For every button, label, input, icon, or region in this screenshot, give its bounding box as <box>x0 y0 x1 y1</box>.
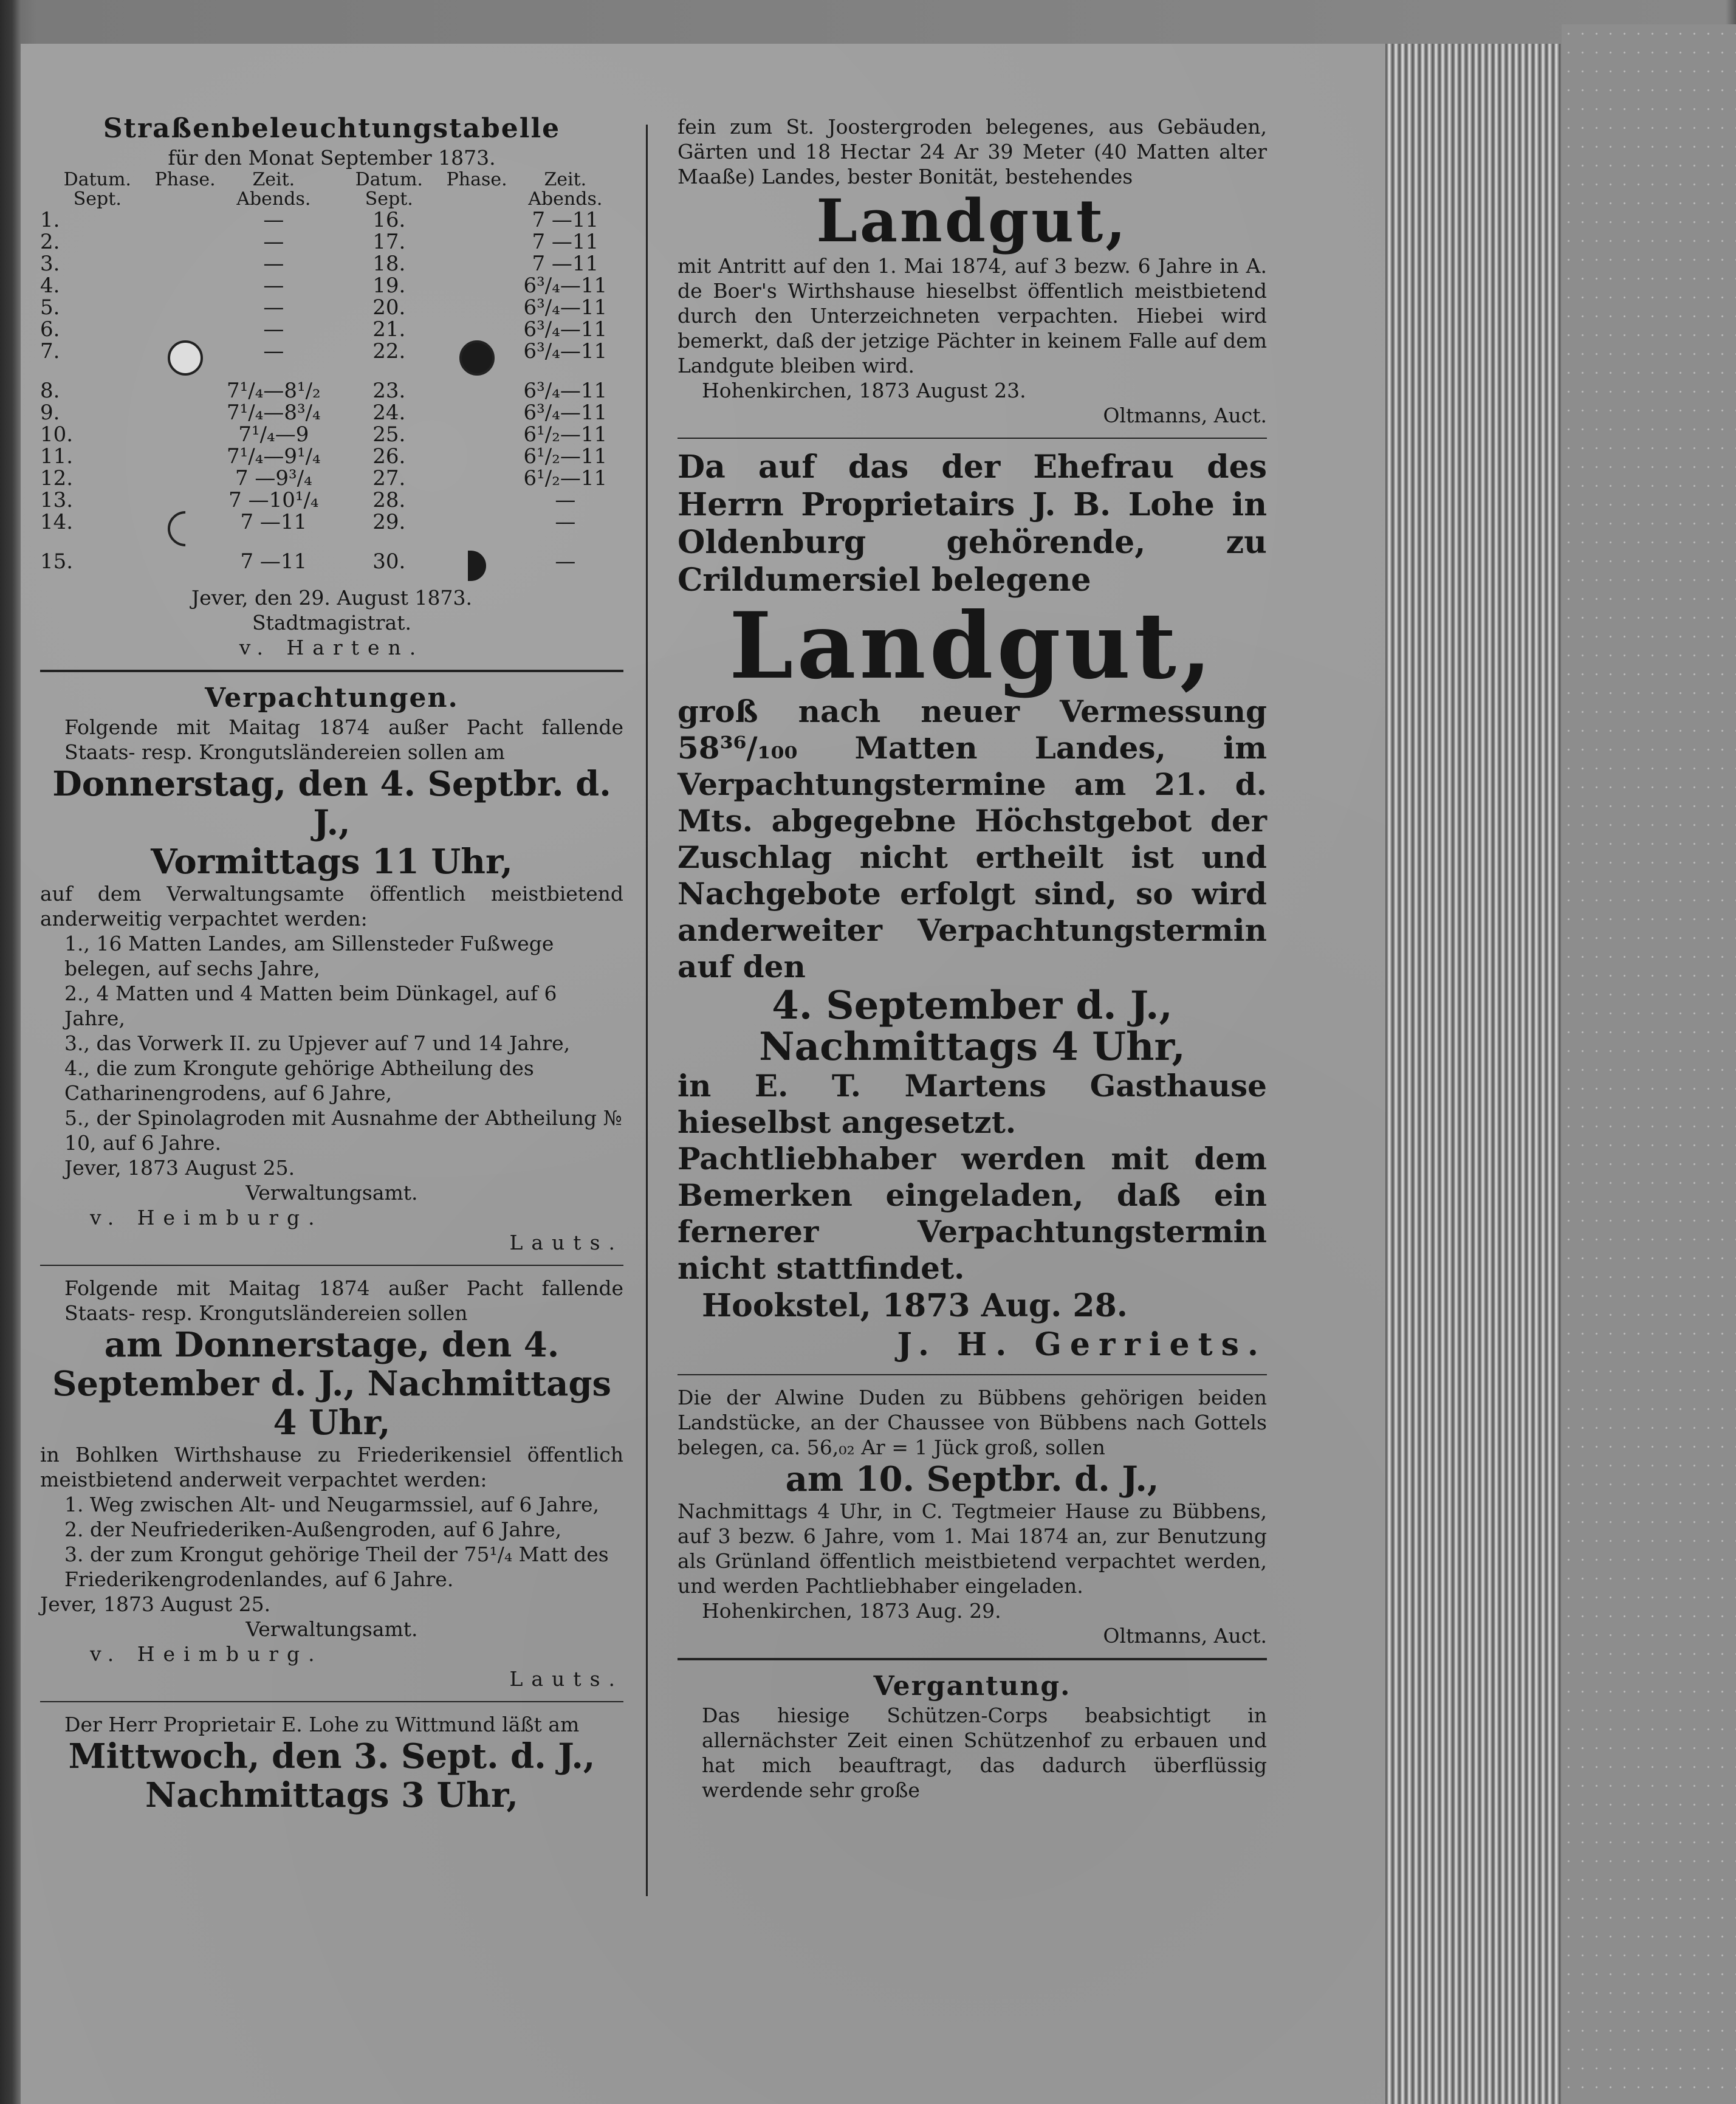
divider <box>40 1701 623 1702</box>
time-cell: 6³/₄—11 <box>523 401 608 425</box>
date-cell: 3. <box>40 252 60 276</box>
date-cell: 18. <box>372 252 406 276</box>
time-cell: 7 —9³/₄ <box>235 466 312 490</box>
table-row <box>40 297 623 318</box>
time-cell: 6¹/₂—11 <box>523 444 608 469</box>
lighting-table-header <box>40 170 623 209</box>
date-cell: 30. <box>372 549 406 574</box>
phase-cell <box>155 489 216 511</box>
lease-notice-1 <box>40 715 623 1255</box>
time-cell: 6¹/₂—11 <box>523 422 608 447</box>
notice-headline: Landgut, <box>729 593 1216 700</box>
notice-intro: Die der Alwine Duden zu Bübbens gehörigen beiden Landstücke, an der Chaussee von Bübbens nach Gottels belegen, ca. 56,₀₂ Ar = 1 Jück groß, sollen <box>678 1386 1267 1459</box>
phase-cell <box>155 297 216 318</box>
notice-date: Donnerstag, den 4. Septbr. d. J., <box>52 764 611 843</box>
phase-cell <box>155 340 216 380</box>
time-cell: — <box>263 295 284 320</box>
phase-cell <box>447 467 507 489</box>
date-cell: 21. <box>372 317 406 342</box>
date-cell: 25. <box>372 422 406 447</box>
time-cell: 7 —11 <box>240 510 307 534</box>
header-time-1: Zeit. Abends. <box>236 169 311 210</box>
table-row <box>40 318 623 340</box>
last-quarter-icon <box>468 551 486 581</box>
header-date-1: Datum. Sept. <box>63 169 131 210</box>
list-item: 3. der zum Krongut gehörige Theil der 75¹/₄ Matt des Friederikengrodenlandes, auf 6 Jahre. <box>64 1542 609 1591</box>
phase-cell <box>447 402 507 424</box>
phase-cell <box>447 253 507 275</box>
notice-place-date: Hohenkirchen, 1873 Aug. 29. <box>702 1599 1001 1623</box>
date-cell: 27. <box>372 466 406 490</box>
street-signature: v. Harten. <box>239 636 425 659</box>
new-moon-icon <box>459 340 495 376</box>
notice-body: Das hiesige Schützen-Corps beabsichtigt in allernächster Zeit einen Schützenhof zu erbauen und hat mich beauftragt, das dadurch überflüssig werdende sehr große <box>702 1703 1267 1802</box>
street-place-date: Jever, den 29. August 1873. <box>191 586 473 610</box>
phase-cell <box>155 467 216 489</box>
date-cell: 15. <box>40 549 74 574</box>
date-cell: 6. <box>40 317 60 342</box>
street-office: Stadtmagistrat. <box>252 611 411 634</box>
phase-cell <box>447 380 507 402</box>
notice-signature: J. H. Gerriets. <box>897 1326 1267 1363</box>
date-cell: 7. <box>40 339 60 363</box>
time-cell: 7 —11 <box>240 549 307 574</box>
phase-cell <box>447 231 507 253</box>
table-row <box>40 340 623 380</box>
notice-place-date: Jever, 1873 August 25. <box>40 1592 271 1616</box>
list-item: 2., 4 Matten und 4 Matten beim Dünkagel, auf 6 Jahre, <box>64 982 557 1030</box>
notice-body: mit Antritt auf den 1. Mai 1874, auf 3 bezw. 6 Jahre in A. de Boer's Wirthshause hieselbst öffentlich meistbietend durch den Unterzeichneten verpachten. Hiebei wird bemerkt, daß der jetzige Pächter in keinem Falle auf dem Landgute bleiben wird. <box>678 254 1267 377</box>
notice-headline: Landgut, <box>816 187 1128 255</box>
time-cell: 7¹/₄—8³/₄ <box>226 401 321 425</box>
header-time-2: Zeit. Abends. <box>528 169 603 210</box>
time-cell: 6³/₄—11 <box>523 339 608 363</box>
date-cell: 10. <box>40 422 74 447</box>
time-cell: 6¹/₂—11 <box>523 466 608 490</box>
phase-cell <box>155 275 216 297</box>
time-cell: — <box>555 510 576 534</box>
notice-body: groß nach neuer Vermessung 58³⁶/₁₀₀ Matten Landes, im Verpachtungstermine am 21. d. Mts. abgegebne Höchstgebot der Zuschlag nicht ertheilt ist und Nachgebote erfolgt sind, so wird anderweiter Verpachtungstermin auf den <box>678 693 1267 985</box>
header-phase-2: Phase. <box>446 169 507 190</box>
table-row <box>40 402 623 424</box>
header-phase-1: Phase. <box>154 169 216 190</box>
date-cell: 16. <box>372 208 406 232</box>
list-item: 3., das Vorwerk II. zu Upjever auf 7 und 14 Jahre, <box>64 1031 571 1055</box>
date-cell: 24. <box>372 401 406 425</box>
table-row <box>40 511 623 551</box>
notice-place-date: Hohenkirchen, 1873 August 23. <box>702 379 1026 402</box>
phase-cell <box>155 253 216 275</box>
notice-time: Vormittags 11 Uhr, <box>151 842 513 882</box>
street-lighting-subtitle: für den Monat September 1873. <box>168 146 496 170</box>
phase-cell <box>155 511 216 551</box>
phase-cell <box>155 402 216 424</box>
notice-intro: Der Herr Proprietair E. Lohe zu Wittmund läßt am <box>64 1713 580 1736</box>
divider <box>678 1374 1267 1375</box>
notice-signature: Oltmanns, Auct. <box>1103 1624 1267 1648</box>
date-cell: 4. <box>40 273 60 298</box>
notice-body: auf dem Verwaltungsamte öffentlich meistbietend anderweitig verpachtet werden: <box>40 882 623 930</box>
notice-intro: fein zum St. Joostergroden belegenes, aus Gebäuden, Gärten und 18 Hectar 24 Ar 39 Meter (40 Matten alter Maaße) Landes, bester Bonität, bestehendes <box>678 115 1267 188</box>
notice-body: in Bohlken Wirthshause zu Friederikensiel öffentlich meistbietend anderweit verpachtet werden: <box>40 1443 623 1491</box>
notice-time: Nachmittags 4 Uhr, <box>759 1024 1185 1070</box>
notice-place-date: Jever, 1873 August 25. <box>64 1156 295 1180</box>
phase-cell <box>155 424 216 445</box>
book-cover <box>1562 24 1736 2104</box>
column-divider <box>646 125 648 1896</box>
phase-cell <box>155 445 216 467</box>
date-cell: 14. <box>40 510 74 534</box>
lease-notice-3 <box>40 1712 623 1815</box>
notice-date: Mittwoch, den 3. Sept. d. J., <box>68 1736 595 1776</box>
phase-cell <box>447 209 507 231</box>
table-row <box>40 489 623 511</box>
verpachtungen-heading: Verpachtungen. <box>205 682 459 713</box>
landgut-notice-1 <box>678 114 1267 428</box>
time-cell: 6³/₄—11 <box>523 273 608 298</box>
time-cell: 7 —11 <box>532 252 599 276</box>
notice-intro: Folgende mit Maitag 1874 außer Pacht fallende Staats- resp. Krongutsländereien sollen <box>64 1276 623 1325</box>
date-cell: 29. <box>372 510 406 534</box>
divider <box>40 1265 623 1266</box>
phase-cell <box>447 340 507 380</box>
phase-cell <box>155 231 216 253</box>
notice-body: Nachmittags 4 Uhr, in C. Tegtmeier Hause zu Bübbens, auf 3 bezw. 6 Jahre, vom 1. Mai 1874 an, zur Benutzung als Grünland öffentlich meistbietend verpachtet werden, und werden Pachtliebhaber eingeladen. <box>678 1499 1267 1598</box>
date-cell: 17. <box>372 230 406 254</box>
notice-signature: v. Heimburg. <box>90 1206 323 1229</box>
header-date-2: Datum. Sept. <box>355 169 423 210</box>
book-page-edges <box>1385 44 1562 2104</box>
table-row <box>40 445 623 467</box>
time-cell: 7 —10¹/₄ <box>228 488 319 512</box>
date-cell: 9. <box>40 401 60 425</box>
notice-signature: Oltmanns, Auct. <box>1103 404 1267 427</box>
time-cell: 6³/₄—11 <box>523 295 608 320</box>
time-cell: — <box>263 317 284 342</box>
lighting-table <box>40 170 623 585</box>
notice-time: Nachmittags 3 Uhr, <box>145 1775 518 1815</box>
table-row <box>40 231 623 253</box>
time-cell: — <box>263 273 284 298</box>
notice-date: 4. September d. J., <box>772 983 1173 1028</box>
divider <box>678 1658 1267 1660</box>
date-cell: 28. <box>372 488 406 512</box>
list-item: 5., der Spinolagroden mit Ausnahme der Abtheilung № 10, auf 6 Jahre. <box>64 1106 622 1155</box>
phase-cell <box>155 209 216 231</box>
table-row <box>40 467 623 489</box>
time-cell: — <box>555 488 576 512</box>
list-item: 1., 16 Matten Landes, am Sillensteder Fußwege belegen, auf sechs Jahre, <box>64 932 554 980</box>
phase-cell <box>447 297 507 318</box>
time-cell: 6³/₄—11 <box>523 379 608 403</box>
street-lighting-notice <box>40 112 623 660</box>
date-cell: 1. <box>40 208 60 232</box>
notice-office: Verwaltungsamt. <box>245 1617 418 1641</box>
phase-cell <box>447 445 507 467</box>
date-cell: 13. <box>40 488 74 512</box>
date-cell: 26. <box>372 444 406 469</box>
time-cell: 7¹/₄—8¹/₂ <box>226 379 321 403</box>
date-cell: 20. <box>372 295 406 320</box>
notice-date: am 10. Septbr. d. J., <box>785 1459 1159 1499</box>
time-cell: 7 —11 <box>532 230 599 254</box>
phase-cell <box>447 275 507 297</box>
list-item: 1. Weg zwischen Alt- und Neugarmssiel, auf 6 Jahre, <box>64 1493 599 1516</box>
divider <box>40 670 623 672</box>
phase-cell <box>155 318 216 340</box>
notice-intro: Folgende mit Maitag 1874 außer Pacht fallende Staats- resp. Krongutsländereien sollen am <box>64 715 623 764</box>
table-row <box>40 424 623 445</box>
landstuecke-notice <box>678 1385 1267 1648</box>
date-cell: 5. <box>40 295 60 320</box>
vergantung-notice <box>678 1670 1267 1803</box>
notice-signature: v. Heimburg. <box>90 1642 323 1666</box>
time-cell: 7¹/₄—9 <box>238 422 309 447</box>
date-cell: 22. <box>372 339 406 363</box>
date-cell: 19. <box>372 273 406 298</box>
time-cell: 7 —11 <box>532 208 599 232</box>
lease-notice-2 <box>40 1276 623 1691</box>
table-row <box>40 275 623 297</box>
notice-place-date: Hookstel, 1873 Aug. 28. <box>702 1287 1128 1324</box>
time-cell: — <box>263 252 284 276</box>
notice-intro: Da auf das der Ehefrau des Herrn Proprietairs J. B. Lohe in Oldenburg gehörende, zu Crildumersiel belegene <box>678 449 1267 599</box>
phase-cell <box>447 489 507 511</box>
notice-body-2: in E. T. Martens Gasthause hieselbst angesetzt. <box>678 1068 1267 1140</box>
right-column <box>678 114 1267 1803</box>
table-row <box>40 209 623 231</box>
landgut-notice-2 <box>678 449 1267 1364</box>
notice-body-3: Pachtliebhaber werden mit dem Bemerken eingeladen, daß ein fernerer Verpachtungstermin nicht stattfindet. <box>678 1141 1267 1286</box>
phase-cell <box>447 318 507 340</box>
notice-office: Verwaltungsamt. <box>245 1181 418 1205</box>
list-item: 2. der Neufriederiken-Außengroden, auf 6 Jahre, <box>64 1518 562 1541</box>
notice-clerk: Lauts. <box>509 1231 623 1254</box>
table-row <box>40 551 623 585</box>
divider <box>678 438 1267 439</box>
notice-date: am Donnerstage, den 4. September d. J., Nachmittags 4 Uhr, <box>52 1325 612 1443</box>
vergantung-heading: Vergantung. <box>873 1671 1071 1702</box>
time-cell: — <box>263 339 284 363</box>
list-item: 4., die zum Krongute gehörige Abtheilung des Catharinengrodens, auf 6 Jahre, <box>64 1056 534 1105</box>
table-row <box>40 380 623 402</box>
notice-clerk: Lauts. <box>509 1667 623 1691</box>
time-cell: 7¹/₄—9¹/₄ <box>226 444 321 469</box>
time-cell: — <box>263 230 284 254</box>
street-lighting-title: Straßenbeleuchtungstabelle <box>103 113 561 144</box>
full-moon-icon <box>168 340 203 376</box>
date-cell: 23. <box>372 379 406 403</box>
phase-cell <box>447 551 507 585</box>
phase-cell <box>155 551 216 585</box>
date-cell: 11. <box>40 444 74 469</box>
table-row <box>40 253 623 275</box>
phase-cell <box>155 380 216 402</box>
date-cell: 8. <box>40 379 60 403</box>
time-cell: 6³/₄—11 <box>523 317 608 342</box>
time-cell: — <box>555 549 576 574</box>
left-column <box>40 112 623 1815</box>
first-quarter-icon <box>160 504 210 554</box>
date-cell: 2. <box>40 230 60 254</box>
phase-cell <box>447 424 507 445</box>
time-cell: — <box>263 208 284 232</box>
phase-cell <box>447 511 507 551</box>
date-cell: 12. <box>40 466 74 490</box>
